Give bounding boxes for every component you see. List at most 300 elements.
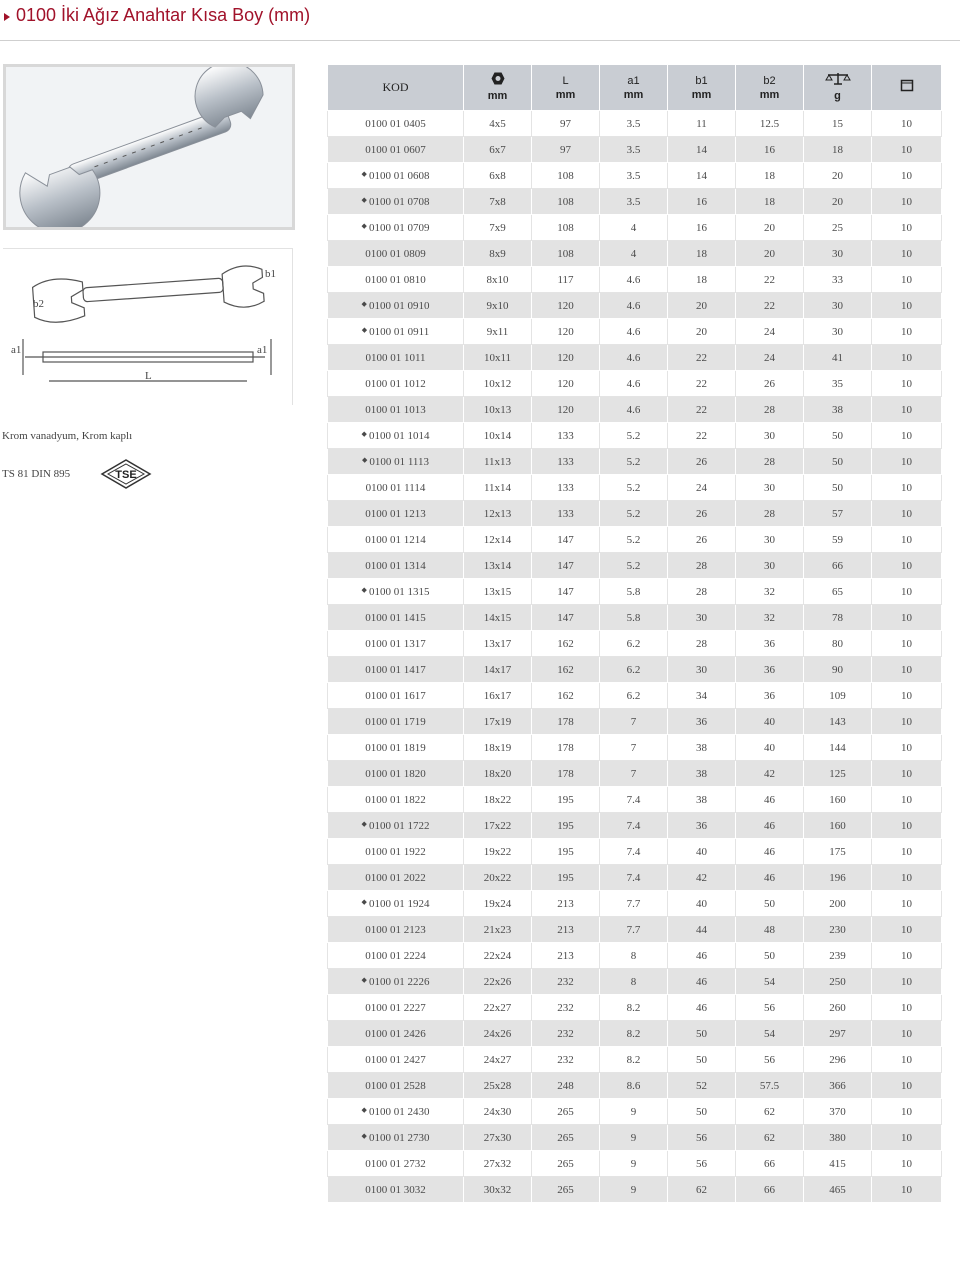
cell-l	[532, 1047, 600, 1073]
cell-a1	[600, 423, 668, 449]
cell-size	[464, 449, 532, 475]
page-title: 0100 İki Ağız Anahtar Kısa Boy (mm)	[16, 5, 311, 25]
cell-kod	[328, 787, 464, 813]
cell-b1	[668, 969, 736, 995]
cell-kod	[328, 189, 464, 215]
cell-b1	[668, 527, 736, 553]
cell-value: 10x12	[483, 377, 512, 390]
cell-value: 18x22	[483, 793, 512, 806]
cell-size	[464, 1099, 532, 1125]
cell-g	[804, 111, 872, 137]
cell-value: 120	[557, 403, 574, 416]
cell-value: 0100 01 1417	[365, 663, 426, 676]
cell-value: 6.2	[626, 689, 641, 702]
cell-value: 0100 01 2427	[365, 1053, 426, 1066]
cell-kod	[328, 969, 464, 995]
cell-value: 108	[557, 195, 574, 208]
cell-b1	[668, 1047, 736, 1073]
cell-value: 7	[630, 767, 637, 780]
cell-value: 5.8	[626, 611, 641, 624]
table-row	[328, 319, 942, 345]
label-b1: b1	[265, 268, 276, 280]
cell-l	[532, 631, 600, 657]
header-b2	[736, 65, 804, 111]
cell-size	[464, 475, 532, 501]
cell-value: 50	[696, 1105, 707, 1118]
cell-size	[464, 215, 532, 241]
cell-a1	[600, 111, 668, 137]
cell-value: 50	[696, 1053, 707, 1066]
cell-qty	[872, 241, 942, 267]
cell-value: 0100 01 3032	[365, 1183, 426, 1196]
cell-value: 11x14	[483, 481, 512, 494]
cell-value: 162	[557, 689, 574, 702]
cell-l	[532, 1177, 600, 1203]
cell-value: 54	[764, 975, 775, 988]
table-row	[328, 345, 942, 371]
header-l	[532, 65, 600, 111]
cell-size	[464, 891, 532, 917]
cell-b1	[668, 683, 736, 709]
cell-b1	[668, 631, 736, 657]
cell-value: 230	[829, 923, 846, 936]
cell-value: 10	[901, 845, 912, 858]
cell-value: 20	[696, 325, 707, 338]
new-item-mark-icon: ◆	[361, 1105, 367, 1114]
cell-value: 8x10	[486, 273, 509, 286]
title-arrow-icon	[4, 13, 10, 21]
cell-size	[464, 527, 532, 553]
tse-logo-text: TSE	[115, 469, 137, 481]
cell-value: 7	[630, 741, 637, 754]
cell-value: 10	[901, 221, 912, 234]
cell-g	[804, 475, 872, 501]
cell-value: 10	[901, 1027, 912, 1040]
cell-b1	[668, 787, 736, 813]
cell-value: 10x13	[483, 403, 512, 416]
cell-value: 7.4	[626, 871, 641, 884]
cell-b1	[668, 761, 736, 787]
cell-a1	[600, 475, 668, 501]
cell-g	[804, 319, 872, 345]
cell-value: 147	[557, 533, 574, 546]
cell-l	[532, 163, 600, 189]
cell-value: 46	[764, 793, 775, 806]
cell-value: 120	[557, 325, 574, 338]
cell-g	[804, 1151, 872, 1177]
cell-l	[532, 1021, 600, 1047]
cell-value: 10	[901, 767, 912, 780]
header-l-unit: mm	[555, 88, 576, 101]
cell-l	[532, 787, 600, 813]
cell-a1	[600, 813, 668, 839]
cell-b2	[736, 449, 804, 475]
cell-value: 133	[557, 481, 574, 494]
cell-value: 7	[630, 715, 637, 728]
cell-value: 66	[764, 1157, 775, 1170]
cell-b1	[668, 449, 736, 475]
cell-value: 5.2	[626, 559, 641, 572]
cell-qty	[872, 813, 942, 839]
cell-qty	[872, 839, 942, 865]
cell-size	[464, 501, 532, 527]
cell-value: 28	[696, 559, 707, 572]
header-b2-label: b2	[763, 74, 776, 87]
cell-value: 10	[901, 611, 912, 624]
cell-value: 10	[901, 1053, 912, 1066]
cell-size	[464, 1151, 532, 1177]
cell-value: 30	[696, 611, 707, 624]
cell-size	[464, 709, 532, 735]
cell-value: 22x26	[483, 975, 512, 988]
table-row	[328, 943, 942, 969]
header-l-label: L	[562, 74, 569, 87]
cell-value: 7.4	[626, 793, 641, 806]
cell-value: 62	[764, 1131, 775, 1144]
cell-value: 5.2	[626, 455, 641, 468]
cell-kod	[328, 397, 464, 423]
cell-value: 4	[630, 247, 637, 260]
cell-b1	[668, 423, 736, 449]
cell-b2	[736, 579, 804, 605]
cell-value: 7x8	[489, 195, 506, 208]
cell-value: 0100 01 1617	[365, 689, 426, 702]
cell-l	[532, 865, 600, 891]
cell-qty	[872, 111, 942, 137]
cell-value: 10	[901, 299, 912, 312]
cell-g	[804, 579, 872, 605]
cell-value: 109	[829, 689, 846, 702]
cell-l	[532, 189, 600, 215]
cell-qty	[872, 735, 942, 761]
cell-value: 5.2	[626, 507, 641, 520]
table-row	[328, 475, 942, 501]
cell-value: 34	[696, 689, 707, 702]
cell-value: 7x9	[489, 221, 506, 234]
cell-value: 5.2	[626, 429, 641, 442]
cell-l	[532, 579, 600, 605]
cell-value: 10	[901, 1157, 912, 1170]
cell-l	[532, 891, 600, 917]
cell-value: 0100 01 0709	[368, 221, 430, 234]
cell-qty	[872, 787, 942, 813]
cell-value: 56	[764, 1053, 775, 1066]
cell-size	[464, 683, 532, 709]
cell-b2	[736, 319, 804, 345]
cell-value: 20	[832, 195, 843, 208]
cell-value: 36	[764, 663, 775, 676]
cell-value: 32	[764, 585, 775, 598]
table-header-row	[328, 65, 942, 111]
cell-g	[804, 449, 872, 475]
cell-qty	[872, 995, 942, 1021]
cell-kod	[328, 475, 464, 501]
cell-value: 24	[764, 325, 775, 338]
cell-size	[464, 163, 532, 189]
cell-qty	[872, 527, 942, 553]
cell-size	[464, 293, 532, 319]
cell-value: 0100 01 0607	[365, 143, 426, 156]
cell-a1	[600, 735, 668, 761]
cell-qty	[872, 683, 942, 709]
cell-value: 108	[557, 169, 574, 182]
cell-value: 380	[829, 1131, 846, 1144]
table-row	[328, 241, 942, 267]
cell-qty	[872, 1151, 942, 1177]
cell-kod	[328, 423, 464, 449]
cell-value: 0100 01 1314	[365, 559, 426, 572]
cell-value: 18	[696, 273, 707, 286]
cell-value: 10	[901, 117, 912, 130]
cell-qty	[872, 553, 942, 579]
cell-value: 57	[832, 507, 843, 520]
cell-value: 10x14	[483, 429, 512, 442]
cell-value: 41	[832, 351, 843, 364]
cell-a1	[600, 137, 668, 163]
cell-qty	[872, 215, 942, 241]
cell-value: 30	[764, 481, 775, 494]
cell-kod	[328, 1177, 464, 1203]
cell-value: 3.5	[626, 143, 641, 156]
cell-value: 133	[557, 455, 574, 468]
cell-value: 13x15	[483, 585, 512, 598]
cell-l	[532, 553, 600, 579]
cell-value: 10	[901, 975, 912, 988]
cell-size	[464, 319, 532, 345]
cell-value: 0100 01 1114	[365, 481, 426, 494]
cell-kod	[328, 501, 464, 527]
cell-g	[804, 683, 872, 709]
cell-g	[804, 501, 872, 527]
cell-a1	[600, 553, 668, 579]
cell-value: 46	[696, 1001, 707, 1014]
cell-value: 38	[696, 793, 707, 806]
cell-size	[464, 605, 532, 631]
cell-g	[804, 995, 872, 1021]
cell-value: 0100 01 1922	[365, 845, 426, 858]
cell-a1	[600, 163, 668, 189]
cell-value: 10	[901, 1183, 912, 1196]
cell-a1	[600, 371, 668, 397]
cell-value: 16x17	[483, 689, 512, 702]
header-weight-unit: g	[834, 90, 841, 102]
cell-b1	[668, 657, 736, 683]
cell-value: 415	[829, 1157, 846, 1170]
cell-value: 26	[764, 377, 775, 390]
cell-value: 14x17	[483, 663, 512, 676]
cell-value: 30	[832, 299, 843, 312]
spec-table-wrap	[327, 64, 941, 1203]
cell-value: 143	[829, 715, 846, 728]
header-a1-unit: mm	[623, 88, 644, 101]
table-row	[328, 1125, 942, 1151]
header-weight	[804, 65, 872, 111]
cell-b1	[668, 553, 736, 579]
cell-kod	[328, 527, 464, 553]
cell-value: 5.8	[626, 585, 641, 598]
cell-value: 297	[829, 1027, 846, 1040]
cell-size	[464, 995, 532, 1021]
cell-value: 28	[764, 403, 775, 416]
cell-g	[804, 189, 872, 215]
cell-l	[532, 683, 600, 709]
cell-a1	[600, 1099, 668, 1125]
cell-kod	[328, 683, 464, 709]
table-row	[328, 527, 942, 553]
tse-logo-icon	[100, 458, 152, 490]
cell-value: 196	[829, 871, 846, 884]
cell-a1	[600, 657, 668, 683]
cell-value: 36	[764, 637, 775, 650]
cell-value: 232	[557, 975, 574, 988]
cell-value: 160	[829, 819, 846, 832]
cell-size	[464, 111, 532, 137]
cell-value: 30	[832, 325, 843, 338]
cell-g	[804, 865, 872, 891]
cell-value: 120	[557, 299, 574, 312]
cell-value: 38	[832, 403, 843, 416]
cell-qty	[872, 423, 942, 449]
cell-kod	[328, 813, 464, 839]
cell-qty	[872, 917, 942, 943]
wrench-dimension-drawing-icon	[3, 249, 292, 405]
cell-l	[532, 761, 600, 787]
table-row	[328, 917, 942, 943]
cell-a1	[600, 969, 668, 995]
cell-a1	[600, 241, 668, 267]
cell-value: 0100 01 0911	[369, 325, 430, 338]
cell-value: 42	[696, 871, 707, 884]
cell-g	[804, 943, 872, 969]
cell-value: 26	[696, 507, 707, 520]
cell-qty	[872, 1021, 942, 1047]
cell-b2	[736, 631, 804, 657]
table-row	[328, 865, 942, 891]
cell-kod	[328, 371, 464, 397]
cell-b2	[736, 839, 804, 865]
cell-value: 36	[764, 689, 775, 702]
cell-l	[532, 319, 600, 345]
cell-size	[464, 943, 532, 969]
header-b1-label: b1	[695, 74, 708, 87]
cell-qty	[872, 969, 942, 995]
cell-value: 0100 01 0608	[368, 169, 430, 182]
cell-value: 10	[901, 715, 912, 728]
cell-b1	[668, 397, 736, 423]
cell-size	[464, 839, 532, 865]
cell-b1	[668, 267, 736, 293]
header-b1	[668, 65, 736, 111]
cell-value: 0100 01 1014	[368, 429, 430, 442]
cell-value: 144	[829, 741, 846, 754]
cell-kod	[328, 241, 464, 267]
cell-a1	[600, 683, 668, 709]
cell-a1	[600, 1125, 668, 1151]
cell-value: 0100 01 1820	[365, 767, 426, 780]
cell-value: 52	[696, 1079, 707, 1092]
cell-b1	[668, 293, 736, 319]
cell-value: 0100 01 2730	[368, 1131, 430, 1144]
cell-value: 0100 01 1822	[365, 793, 426, 806]
cell-value: 0100 01 2224	[365, 949, 426, 962]
cell-qty	[872, 709, 942, 735]
cell-value: 30	[764, 559, 775, 572]
cell-a1	[600, 761, 668, 787]
cell-value: 38	[696, 767, 707, 780]
cell-value: 147	[557, 559, 574, 572]
cell-a1	[600, 943, 668, 969]
cell-value: 11	[696, 117, 707, 130]
cell-g	[804, 735, 872, 761]
label-L: L	[145, 370, 152, 382]
cell-value: 20	[764, 221, 775, 234]
cell-kod	[328, 917, 464, 943]
cell-value: 200	[829, 897, 846, 910]
cell-value: 40	[696, 897, 707, 910]
cell-size	[464, 917, 532, 943]
cell-value: 20	[696, 299, 707, 312]
cell-a1	[600, 267, 668, 293]
cell-qty	[872, 1177, 942, 1203]
cell-value: 10	[901, 663, 912, 676]
cell-value: 20	[832, 169, 843, 182]
cell-value: 10	[901, 1105, 912, 1118]
cell-value: 7.7	[626, 923, 641, 936]
cell-qty	[872, 267, 942, 293]
page-header	[0, 0, 960, 41]
cell-size	[464, 735, 532, 761]
cell-kod	[328, 215, 464, 241]
cell-size	[464, 137, 532, 163]
cell-value: 265	[557, 1157, 574, 1170]
cell-value: 36	[696, 715, 707, 728]
cell-b2	[736, 1099, 804, 1125]
cell-value: 40	[696, 845, 707, 858]
table-row	[328, 111, 942, 137]
cell-g	[804, 813, 872, 839]
cell-a1	[600, 1073, 668, 1099]
table-row	[328, 1177, 942, 1203]
cell-value: 120	[557, 377, 574, 390]
cell-value: 13x14	[483, 559, 512, 572]
cell-value: 25	[832, 221, 843, 234]
cell-value: 178	[557, 767, 574, 780]
cell-value: 66	[832, 559, 843, 572]
cell-g	[804, 1099, 872, 1125]
table-row	[328, 293, 942, 319]
cell-kod	[328, 111, 464, 137]
cell-value: 178	[557, 741, 574, 754]
cell-value: 5.2	[626, 533, 641, 546]
cell-b2	[736, 1177, 804, 1203]
table-row	[328, 215, 942, 241]
cell-value: 0100 01 1317	[365, 637, 426, 650]
cell-value: 133	[557, 507, 574, 520]
header-size	[464, 65, 532, 111]
table-row	[328, 267, 942, 293]
cell-a1	[600, 839, 668, 865]
technical-drawing	[3, 248, 293, 405]
cell-value: 260	[829, 1001, 846, 1014]
table-row	[328, 1073, 942, 1099]
cell-b1	[668, 813, 736, 839]
cell-a1	[600, 865, 668, 891]
cell-l	[532, 969, 600, 995]
cell-value: 4.6	[626, 351, 641, 364]
cell-value: 30	[832, 247, 843, 260]
cell-value: 28	[696, 637, 707, 650]
cell-kod	[328, 1021, 464, 1047]
